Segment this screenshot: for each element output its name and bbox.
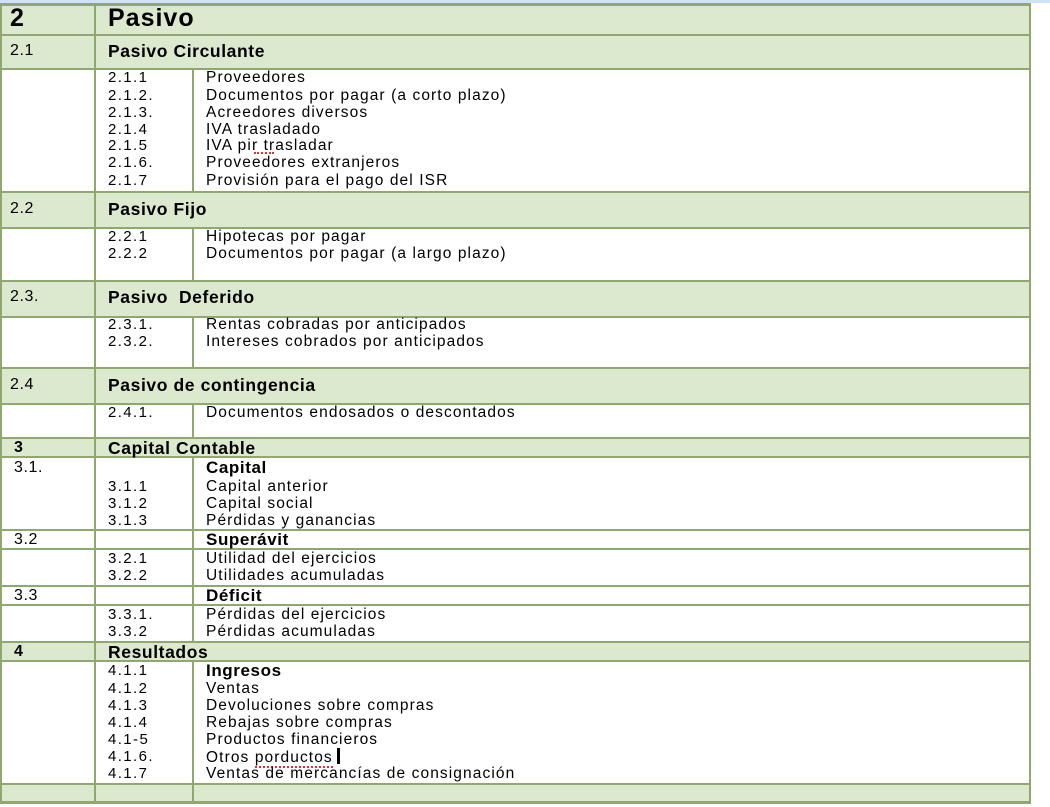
item-label: Utilidad del ejercicios: [206, 550, 377, 567]
item-code: 3.1.2: [108, 495, 149, 512]
item-code: 3.3.2: [108, 623, 149, 640]
item-code: 4.1.6.: [108, 748, 154, 765]
item-label: Devoluciones sobre compras: [206, 697, 435, 714]
item-label: Provisión para el pago del ISR: [206, 172, 449, 189]
item-label: Ingresos: [206, 661, 282, 680]
row-line: [0, 604, 1031, 606]
row-line: [0, 783, 1031, 785]
item-label: Capital anterior: [206, 478, 329, 495]
item-code: 2.4.1.: [108, 404, 154, 421]
group-label: Déficit: [206, 586, 263, 605]
item-label-prefix: Otros: [206, 749, 255, 766]
column-divider-2: [192, 68, 194, 193]
group-code: 3.1.: [14, 459, 44, 476]
group-label: Capital: [206, 458, 267, 477]
capital-label: Capital Contable: [108, 438, 256, 458]
section-code: 2.4: [10, 376, 35, 393]
row-line: [0, 34, 1031, 36]
title-label: Pasivo: [108, 4, 195, 32]
group-code: 3.2: [14, 531, 39, 548]
item-label: Acreedores diversos: [206, 104, 369, 121]
item-label: Capital social: [206, 495, 314, 512]
item-label: Ventas: [206, 680, 261, 697]
item-code: 4.1.4: [108, 714, 149, 731]
section-code: 2.3.: [10, 288, 40, 305]
item-label-otros: [206, 748, 340, 766]
section-label: Pasivo Circulante: [108, 41, 266, 61]
item-code: 2.1.5: [108, 137, 149, 154]
item-label: Documentos por pagar (a corto plazo): [206, 87, 507, 104]
item-code: 2.1.2.: [108, 87, 154, 104]
item-label: Utilidades acumuladas: [206, 567, 386, 584]
table-border-bottom: [0, 801, 1031, 804]
item-code: 4.1.2: [108, 680, 149, 697]
row-line: [0, 529, 1031, 531]
section-code: 2.2: [10, 200, 35, 217]
item-code: 4.1.7: [108, 765, 149, 782]
section-label: Pasivo Deferido: [108, 287, 255, 307]
row-line: [0, 191, 1031, 193]
item-code: 3.2.1: [108, 550, 149, 567]
item-code: 3.2.2: [108, 567, 149, 584]
row-line: [0, 68, 1031, 70]
footer-band: [2, 783, 1029, 802]
item-code: 2.3.2.: [108, 333, 154, 350]
capital-code: 3: [14, 439, 24, 456]
item-code: 2.1.7: [108, 172, 149, 189]
group-code: 3.3: [14, 587, 39, 604]
item-label: Intereses cobrados por anticipados: [206, 333, 485, 350]
row-line: [0, 367, 1031, 369]
column-divider-2: [192, 227, 194, 282]
group-label: Superávit: [206, 530, 289, 549]
column-divider-2: [192, 316, 194, 369]
row-line: [0, 227, 1031, 229]
text-cursor: [337, 748, 340, 764]
item-label: Pérdidas y ganancias: [206, 512, 377, 529]
item-label: Pérdidas del ejercicios: [206, 606, 387, 623]
section-label: Pasivo Fijo: [108, 199, 207, 219]
item-label: Proveedores extranjeros: [206, 154, 401, 171]
item-label: Hipotecas por pagar: [206, 228, 367, 245]
resultados-code: 4: [14, 643, 24, 660]
item-label: Ventas de mercancías de consignación: [206, 765, 516, 782]
item-code: 4.1.1: [108, 662, 149, 679]
item-code: 3.1.3: [108, 512, 149, 529]
item-label: Documentos por pagar (a largo plazo): [206, 245, 507, 262]
item-code: 4.1.3: [108, 697, 149, 714]
item-label: IVA pir trasladar: [206, 137, 334, 154]
item-label: Rentas cobradas por anticipados: [206, 316, 467, 333]
item-label: Pérdidas acumuladas: [206, 623, 376, 640]
item-label: Documentos endosados o descontados: [206, 404, 516, 421]
item-code: 2.1.6.: [108, 154, 154, 171]
item-code: 2.1.4: [108, 121, 149, 138]
item-code: 2.3.1.: [108, 316, 154, 333]
item-code: 2.1.3.: [108, 104, 154, 121]
row-line: [0, 280, 1031, 282]
item-label: IVA trasladado: [206, 121, 322, 138]
section-label: Pasivo de contingencia: [108, 375, 316, 395]
item-code: 3.3.1.: [108, 606, 154, 623]
row-line: [0, 585, 1031, 587]
item-label: Proveedores: [206, 69, 306, 86]
item-code: 2.2.2: [108, 245, 149, 262]
item-code: 2.2.1: [108, 228, 149, 245]
row-line: [0, 316, 1031, 318]
item-label: Productos financieros: [206, 731, 379, 748]
column-divider-2: [192, 403, 194, 438]
misspelled-word: porductos: [254, 749, 333, 766]
section-code: 2.1: [10, 42, 35, 59]
row-line: [0, 548, 1031, 550]
item-code: 2.1.1: [108, 69, 149, 86]
resultados-label: Resultados: [108, 642, 209, 662]
item-label: Rebajas sobre compras: [206, 714, 393, 731]
item-code: 4.1-5: [108, 731, 150, 748]
title-code: 2: [10, 4, 25, 32]
item-code: 3.1.1: [108, 478, 149, 495]
